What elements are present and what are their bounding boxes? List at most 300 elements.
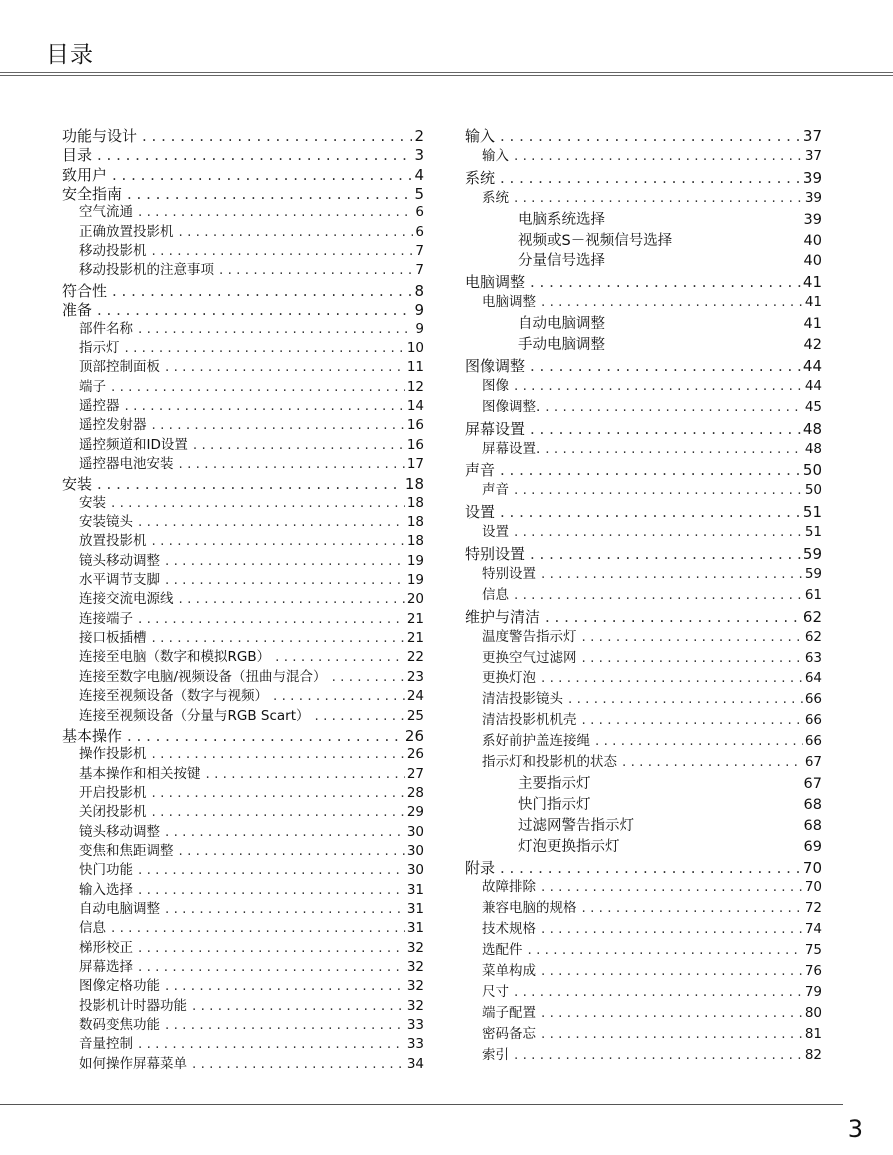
- toc-entry-title: 电脑调整: [465, 273, 526, 292]
- toc-entry[interactable]: [62, 919, 424, 937]
- toc-entry-title: 镜头移动调整: [79, 823, 160, 840]
- toc-dot-leader: [125, 397, 405, 415]
- toc-entry-page: 48: [804, 440, 822, 457]
- toc-entry[interactable]: [62, 552, 424, 570]
- toc-entry[interactable]: [465, 168, 822, 188]
- toc-entry-page: 8: [414, 281, 424, 300]
- toc-entry[interactable]: [465, 356, 822, 376]
- toc-entry-page: 26: [404, 726, 424, 745]
- toc-entry-page: 66: [804, 691, 822, 708]
- toc-dot-leader: [219, 261, 413, 279]
- toc-entry-page: 30: [406, 842, 424, 859]
- toc-entry-page: 39: [803, 211, 822, 228]
- toc-entry[interactable]: [465, 669, 822, 687]
- toc-dot-leader: [125, 339, 405, 357]
- toc-entry-title: 视频或S－视频信号选择: [518, 232, 673, 249]
- toc-dot-leader: [568, 690, 803, 708]
- toc-entry[interactable]: [62, 687, 424, 705]
- toc-dot-leader: [165, 552, 405, 570]
- toc-entry-page: 32: [406, 978, 424, 995]
- toc-entry-page: 2: [414, 127, 424, 145]
- toc-entry-title: 遥控器电池安装: [79, 455, 174, 472]
- toc-dot-leader: [152, 784, 405, 802]
- toc-dot-leader: [152, 532, 405, 550]
- toc-dot-leader: [165, 358, 405, 376]
- toc-entry-page: 9: [415, 320, 424, 337]
- toc-entry[interactable]: [465, 314, 822, 334]
- toc-entry-title: 密码备忘: [482, 1025, 536, 1042]
- toc-entry-title: 开启投影机: [79, 784, 147, 801]
- toc-entry-page: 82: [804, 1046, 822, 1063]
- toc-dot-leader: [206, 765, 405, 783]
- toc-entry[interactable]: [62, 300, 424, 320]
- toc-entry[interactable]: [62, 648, 424, 666]
- toc-dot-leader: [530, 356, 801, 376]
- toc-entry-title: 信息: [79, 920, 106, 937]
- toc-entry[interactable]: [465, 649, 822, 667]
- toc-entry-title: 声音: [465, 461, 496, 480]
- toc-entry-page: 44: [802, 356, 822, 375]
- toc-entry-title: 故障排除: [482, 879, 536, 896]
- toc-entry-title: 安装镜头: [79, 514, 133, 530]
- toc-entry[interactable]: [465, 398, 822, 416]
- toc-entry-title: 放置投影机: [79, 533, 147, 550]
- page-number: 3: [847, 1115, 863, 1143]
- toc-dot-leader: [138, 203, 413, 221]
- toc-entry-page: 12: [406, 378, 424, 395]
- toc-dot-leader: [500, 126, 801, 146]
- toc-entry[interactable]: [465, 1025, 822, 1043]
- toc-entry[interactable]: [465, 941, 822, 959]
- toc-dot-leader: [112, 165, 412, 185]
- toc-entry-title: 兼容电脑的规格: [482, 900, 577, 917]
- toc-entry-title: 准备: [62, 301, 93, 320]
- toc-dot-leader: [142, 126, 412, 146]
- toc-entry-title: 数码变焦功能: [79, 1017, 160, 1034]
- toc-entry[interactable]: [62, 378, 424, 396]
- toc-entry[interactable]: [465, 983, 822, 1001]
- toc-entry[interactable]: [62, 784, 424, 802]
- toc-entry[interactable]: [62, 629, 424, 647]
- toc-dot-leader: [500, 858, 801, 878]
- toc-entry-page: 40: [803, 253, 822, 270]
- toc-dot-leader: [111, 378, 405, 396]
- toc-dot-leader: [514, 983, 803, 1001]
- toc-entry-title: 技术规格: [482, 921, 536, 938]
- toc-entry[interactable]: [465, 147, 822, 165]
- toc-entry[interactable]: [62, 165, 424, 185]
- toc-entry-title: 屏幕设置.: [482, 440, 541, 457]
- toc-entry-title: 部件名称: [79, 320, 133, 337]
- toc-dot-leader: [500, 502, 801, 522]
- toc-dot-leader: [541, 1025, 803, 1043]
- toc-entry-page: 41: [803, 316, 822, 333]
- toc-entry[interactable]: [62, 223, 424, 241]
- toc-dot-leader: [541, 920, 803, 938]
- toc-entry[interactable]: [62, 1035, 424, 1053]
- toc-entry[interactable]: [62, 610, 424, 628]
- toc-entry[interactable]: [62, 339, 424, 357]
- toc-dot-leader: [275, 648, 405, 666]
- toc-dot-leader: [97, 300, 412, 320]
- toc-entry-title: 如何操作屏幕菜单: [79, 1055, 187, 1072]
- toc-dot-leader: [528, 941, 803, 959]
- toc-entry[interactable]: [465, 1004, 822, 1022]
- toc-entry-page: 41: [802, 273, 822, 292]
- toc-entry-page: 63: [804, 649, 822, 666]
- toc-dot-leader: [582, 711, 803, 729]
- toc-dot-leader: [165, 571, 405, 589]
- toc-entry[interactable]: [62, 416, 424, 434]
- toc-dot-leader: [514, 523, 803, 541]
- toc-entry-page: 9: [414, 301, 424, 320]
- toc-dot-leader: [152, 629, 405, 647]
- toc-entry[interactable]: [62, 242, 424, 260]
- toc-entry-page: 4: [414, 165, 424, 184]
- toc-entry-page: 67: [803, 775, 822, 792]
- toc-entry-title: 关闭投影机: [79, 804, 147, 821]
- toc-entry-title: 电脑系统选择: [518, 211, 605, 228]
- toc-entry[interactable]: [465, 962, 822, 980]
- toc-entry[interactable]: [465, 732, 822, 750]
- toc-entry-title: 致用户: [62, 165, 108, 184]
- toc-dot-leader: [138, 958, 405, 976]
- toc-dot-leader: [138, 861, 405, 879]
- toc-entry[interactable]: [62, 842, 424, 860]
- toc-entry-page: 70: [804, 879, 822, 896]
- toc-dot-leader: [500, 460, 801, 480]
- toc-dot-leader: [622, 753, 803, 771]
- toc-dot-leader: [545, 398, 803, 416]
- toc-entry-title: 投影机计时器功能: [79, 997, 187, 1014]
- toc-entry-title: 屏幕设置: [465, 419, 526, 438]
- toc-dot-leader: [192, 997, 405, 1015]
- toc-entry-page: 26: [406, 746, 424, 763]
- toc-entry-page: 21: [406, 610, 424, 627]
- toc-dot-leader: [541, 565, 803, 583]
- toc-entry-title: 屏幕选择: [79, 959, 133, 976]
- toc-entry[interactable]: [62, 939, 424, 957]
- toc-entry-page: 76: [804, 963, 822, 979]
- toc-entry-page: 17: [406, 455, 424, 472]
- toc-entry-page: 19: [406, 552, 424, 569]
- toc-entry[interactable]: [465, 419, 822, 439]
- toc-entry-page: 51: [804, 524, 822, 541]
- toc-entry-title: 索引: [482, 1046, 509, 1063]
- toc-entry-title: 功能与设计: [62, 127, 138, 145]
- toc-entry-title: 清洁投影机机壳: [482, 712, 577, 729]
- footer-rule: [0, 1104, 843, 1105]
- toc-entry[interactable]: [62, 977, 424, 995]
- toc-dot-leader: [332, 668, 405, 686]
- toc-dot-leader: [138, 881, 405, 899]
- toc-entry[interactable]: [62, 455, 424, 473]
- toc-entry-title: 连接至数字电脑/视频设备（扭曲与混合）: [79, 668, 327, 685]
- toc-entry-title: 连接至电脑（数字和模拟RGB）: [79, 649, 271, 666]
- toc-dot-leader: [514, 189, 803, 207]
- toc-entry[interactable]: [62, 590, 424, 608]
- toc-entry-page: 37: [804, 147, 822, 164]
- toc-dot-leader: [97, 145, 412, 165]
- toc-entry-title: 遥控发射器: [79, 417, 147, 434]
- toc-entry[interactable]: [465, 628, 822, 646]
- toc-dot-leader: [530, 419, 801, 439]
- toc-dot-leader: [97, 474, 403, 494]
- toc-entry[interactable]: [465, 795, 822, 815]
- toc-entry[interactable]: [62, 126, 424, 146]
- toc-entry-page: 51: [802, 503, 822, 522]
- toc-entry[interactable]: [465, 523, 822, 541]
- toc-entry[interactable]: [465, 774, 822, 794]
- toc-entry-title: 梯形校正: [79, 939, 133, 956]
- toc-entry-title: 快门指示灯: [518, 796, 591, 813]
- toc-entry-page: 66: [804, 733, 822, 750]
- toc-entry-page: 30: [406, 823, 424, 840]
- toc-entry[interactable]: [465, 231, 822, 251]
- page-title: 目录: [46, 42, 94, 68]
- toc-entry-title: 附录: [465, 858, 496, 877]
- toc-entry[interactable]: [465, 711, 822, 729]
- toc-entry-page: 69: [803, 838, 822, 855]
- toc-entry[interactable]: [62, 513, 424, 531]
- toc-entry-page: 18: [406, 494, 424, 511]
- toc-entry-title: 自动电脑调整: [518, 316, 605, 333]
- toc-entry-title: 分量信号选择: [518, 253, 605, 270]
- toc-dot-leader: [514, 147, 803, 165]
- toc-entry-title: 安装: [79, 494, 106, 511]
- toc-entry-page: 61: [804, 586, 822, 603]
- toc-entry[interactable]: [62, 203, 424, 221]
- toc-entry-title: 手动电脑调整: [518, 337, 605, 353]
- toc-entry[interactable]: [62, 900, 424, 918]
- toc-entry[interactable]: [62, 707, 424, 725]
- toc-entry[interactable]: [62, 436, 424, 454]
- toc-entry-page: 31: [406, 881, 424, 898]
- toc-entry-title: 基本操作: [62, 726, 123, 745]
- toc-entry[interactable]: [62, 261, 424, 279]
- toc-entry-page: 59: [804, 565, 822, 582]
- toc-entry[interactable]: [62, 1016, 424, 1034]
- toc-entry-page: 32: [406, 997, 424, 1014]
- toc-entry[interactable]: [465, 544, 822, 564]
- toc-dot-leader: [179, 223, 414, 241]
- toc-entry[interactable]: [465, 837, 822, 857]
- toc-dot-leader: [273, 687, 405, 705]
- toc-entry-page: 39: [804, 189, 822, 206]
- toc-dot-leader: [541, 962, 803, 980]
- toc-dot-leader: [545, 440, 803, 458]
- toc-dot-leader: [138, 939, 405, 957]
- toc-entry[interactable]: [62, 184, 424, 204]
- toc-entry-page: 42: [803, 337, 822, 353]
- toc-entry-title: 图像调整.: [482, 398, 541, 415]
- toc-entry-page: 72: [804, 900, 822, 917]
- toc-entry-title: 图像: [482, 377, 509, 394]
- toc-entry-page: 59: [802, 545, 822, 563]
- toc-entry-title: 设置: [465, 503, 496, 522]
- toc-entry[interactable]: [465, 126, 822, 146]
- toc-dot-leader: [111, 919, 405, 937]
- toc-entry-page: 40: [803, 232, 822, 249]
- toc-entry-title: 水平调节支脚: [79, 572, 160, 589]
- toc-entry[interactable]: [465, 440, 822, 458]
- toc-entry[interactable]: [465, 586, 822, 604]
- toc-entry[interactable]: [465, 1046, 822, 1064]
- toc-entry-page: 22: [406, 649, 424, 666]
- toc-entry-title: 自动电脑调整: [79, 901, 160, 917]
- toc-dot-leader: [152, 803, 405, 821]
- toc-entry[interactable]: [62, 532, 424, 550]
- toc-entry-title: 端子配置: [482, 1004, 536, 1021]
- toc-entry[interactable]: [62, 745, 424, 763]
- toc-entry-title: 图像定格功能: [79, 978, 160, 995]
- toc-entry[interactable]: [465, 460, 822, 480]
- toc-entry-page: 25: [406, 707, 424, 724]
- toc-dot-leader: [541, 1004, 803, 1022]
- toc-entry-page: 74: [804, 921, 822, 938]
- toc-entry-title: 电脑调整: [482, 294, 536, 311]
- toc-entry[interactable]: [465, 816, 822, 836]
- toc-entry[interactable]: [62, 861, 424, 879]
- toc-entry-title: 连接端子: [79, 610, 133, 627]
- toc-entry[interactable]: [465, 210, 822, 230]
- toc-entry-page: 29: [406, 804, 424, 821]
- toc-entry-title: 输入: [465, 127, 496, 145]
- toc-entry-title: 镜头移动调整: [79, 552, 160, 569]
- toc-dot-leader: [127, 184, 412, 204]
- toc-entry[interactable]: [62, 320, 424, 338]
- toc-entry[interactable]: [465, 335, 822, 355]
- toc-entry-page: 45: [804, 398, 822, 415]
- toc-entry-page: 32: [406, 959, 424, 976]
- toc-entry[interactable]: [62, 281, 424, 301]
- toc-entry[interactable]: [62, 823, 424, 841]
- toc-dot-leader: [138, 320, 413, 338]
- toc-entry-title: 安全指南: [62, 185, 123, 204]
- toc-entry-title: 操作投影机: [79, 746, 147, 763]
- toc-entry-page: 20: [406, 591, 424, 608]
- toc-entry[interactable]: [465, 481, 822, 499]
- toc-entry[interactable]: [465, 251, 822, 271]
- toc-entry[interactable]: [62, 881, 424, 899]
- toc-entry[interactable]: [62, 358, 424, 376]
- toc-dot-leader: [500, 168, 801, 188]
- toc-dot-leader: [582, 649, 803, 667]
- toc-entry-title: 接口板插槽: [79, 630, 147, 647]
- toc-entry[interactable]: [465, 565, 822, 583]
- toc-entry-page: 62: [804, 628, 822, 645]
- toc-entry-page: 31: [406, 920, 424, 937]
- toc-dot-leader: [152, 416, 405, 434]
- toc-dot-leader: [541, 669, 803, 687]
- toc-entry-title: 正确放置投影机: [79, 223, 174, 240]
- toc-entry-page: 75: [804, 942, 822, 959]
- toc-entry[interactable]: [465, 293, 822, 311]
- toc-entry[interactable]: [465, 878, 822, 896]
- toc-entry-page: 18: [406, 514, 424, 530]
- toc-dot-leader: [111, 494, 405, 512]
- toc-entry-page: 37: [802, 127, 822, 145]
- toc-entry[interactable]: [62, 726, 424, 746]
- toc-entry-title: 连接至视频设备（分量与RGB Scart）: [79, 707, 310, 724]
- toc-entry[interactable]: [465, 502, 822, 522]
- toc-entry-title: 连接至视频设备（数字与视频）: [79, 688, 268, 705]
- toc-entry[interactable]: [62, 474, 424, 494]
- toc-entry-title: 特别设置: [482, 565, 536, 582]
- toc-entry[interactable]: [62, 997, 424, 1015]
- toc-entry-page: 81: [804, 1025, 822, 1042]
- toc-entry-page: 16: [406, 417, 424, 434]
- toc-entry[interactable]: [465, 272, 822, 292]
- toc-entry-title: 过滤网警告指示灯: [518, 817, 634, 834]
- toc-entry[interactable]: [62, 668, 424, 686]
- toc-dot-leader: [315, 707, 405, 725]
- toc-entry-page: 27: [406, 765, 424, 782]
- toc-entry-page: 68: [803, 796, 822, 813]
- toc-entry[interactable]: [465, 189, 822, 207]
- toc-dot-leader: [127, 726, 403, 746]
- header-rule-upper: [0, 72, 893, 73]
- toc-dot-leader: [112, 281, 412, 301]
- toc-entry[interactable]: [62, 494, 424, 512]
- toc-entry-title: 设置: [482, 524, 509, 541]
- toc-entry-page: 11: [406, 359, 424, 376]
- toc-entry-page: 18: [404, 475, 424, 494]
- toc-dot-leader: [179, 455, 405, 473]
- toc-entry-page: 39: [802, 168, 822, 187]
- toc-entry[interactable]: [62, 571, 424, 589]
- toc-dot-leader: [138, 513, 405, 531]
- toc-entry[interactable]: [62, 765, 424, 783]
- toc-entry-page: 16: [406, 436, 424, 453]
- toc-entry-title: 基本操作和相关按键: [79, 765, 201, 782]
- toc-entry-page: 64: [804, 670, 822, 687]
- toc-entry[interactable]: [62, 1055, 424, 1073]
- toc-entry[interactable]: [465, 899, 822, 917]
- toc-entry-title: 指示灯: [79, 339, 120, 356]
- toc-entry[interactable]: [62, 958, 424, 976]
- toc-entry-page: 23: [406, 668, 424, 685]
- toc-entry-title: 系好前护盖连接绳: [482, 733, 590, 750]
- toc-entry[interactable]: [465, 690, 822, 708]
- toc-entry-title: 更换灯泡: [482, 670, 536, 687]
- toc-entry[interactable]: [465, 377, 822, 395]
- toc-entry-title: 变焦和焦距调整: [79, 842, 174, 859]
- toc-entry-title: 系统: [465, 168, 496, 187]
- toc-dot-leader: [541, 293, 803, 311]
- toc-dot-leader: [582, 899, 803, 917]
- toc-entry[interactable]: [465, 858, 822, 878]
- toc-entry-title: 图像调整: [465, 356, 526, 375]
- toc-entry[interactable]: [465, 607, 822, 627]
- toc-entry-title: 温度警告指示灯: [482, 628, 577, 645]
- toc-entry[interactable]: [62, 397, 424, 415]
- toc-entry-title: 移动投影机: [79, 243, 147, 260]
- toc-entry-page: 31: [406, 901, 424, 917]
- toc-entry-page: 6: [415, 204, 424, 221]
- toc-entry[interactable]: [62, 803, 424, 821]
- toc-entry[interactable]: [465, 920, 822, 938]
- toc-entry-page: 7: [415, 262, 424, 279]
- toc-entry-page: 18: [406, 533, 424, 550]
- toc-entry[interactable]: [62, 145, 424, 165]
- toc-entry-title: 符合性: [62, 281, 108, 300]
- toc-entry-title: 尺寸: [482, 983, 509, 1000]
- toc-entry[interactable]: [465, 753, 822, 771]
- toc-dot-leader: [595, 732, 803, 750]
- toc-entry-page: 70: [802, 858, 822, 877]
- toc-dot-leader: [541, 878, 803, 896]
